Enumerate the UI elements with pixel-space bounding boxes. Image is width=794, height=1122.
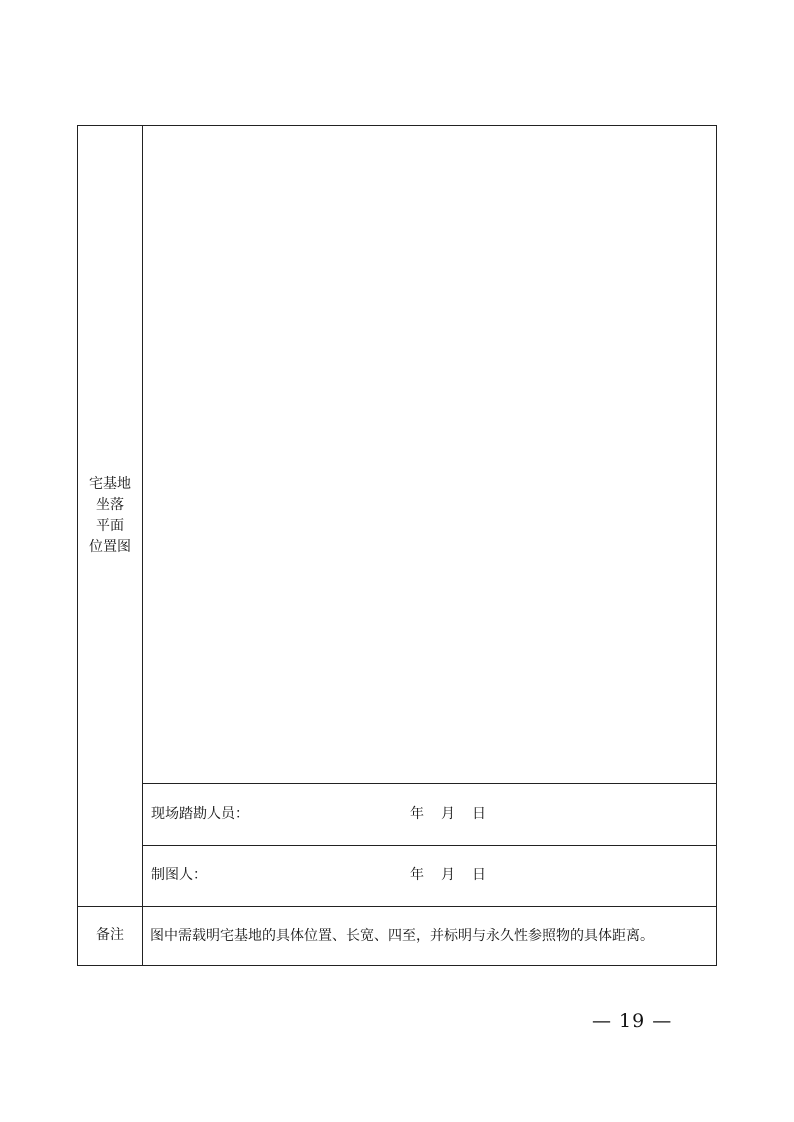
- location-plan-label-cell: [78, 126, 142, 906]
- remarks-label-cell: [78, 906, 142, 965]
- drafter-label: 制图人：: [151, 867, 207, 883]
- survey-date-day: 日: [472, 806, 486, 822]
- location-plan-label: [89, 474, 131, 558]
- drafter-date-day: 日: [472, 867, 486, 883]
- survey-date-month: 月: [441, 806, 455, 822]
- location-plan-label-line: 平面: [96, 518, 124, 534]
- plan-drawing-area[interactable]: [143, 126, 716, 783]
- location-plan-label-line: 坐落: [96, 497, 124, 513]
- survey-staff-row: [143, 784, 716, 845]
- drafter-row: [143, 845, 716, 906]
- remarks-label: 备注: [96, 927, 124, 943]
- drafter-date-month: 月: [441, 867, 455, 883]
- site-plan-form-table: [77, 125, 717, 966]
- location-plan-label-line: 宅基地: [89, 476, 131, 492]
- drafter-date-year: 年: [410, 867, 424, 883]
- remarks-text: 图中需载明宅基地的具体位置、长宽、四至，并标明与永久性参照物的具体距离。: [150, 928, 654, 944]
- survey-date-year: 年: [410, 806, 424, 822]
- location-plan-label-line: 位置图: [89, 539, 131, 555]
- page-number: — 19 —: [592, 1010, 673, 1032]
- survey-staff-label: 现场踏勘人员：: [151, 806, 249, 822]
